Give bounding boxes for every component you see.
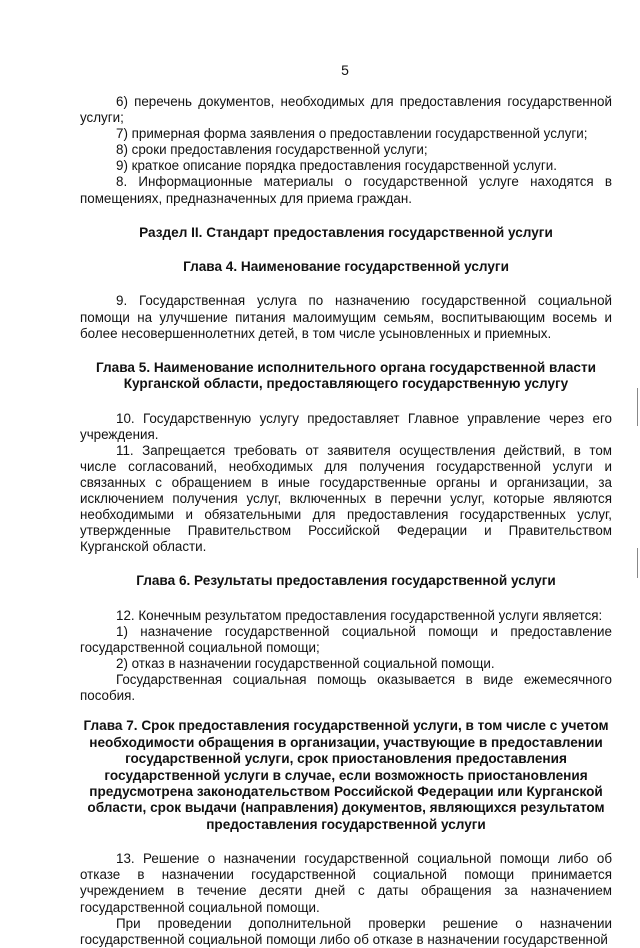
paragraph-8: 8. Информационные материалы о государственной услуге находятся в помещениях, предназначенных для приема граждан. bbox=[80, 174, 612, 206]
paragraph-10: 10. Государственную услугу предоставляет Главное управление через его учреждения. bbox=[80, 410, 612, 442]
paragraph-13: 13. Решение о назначении государственной социальной помощи либо об отказе в назначении государственной социальной помощи принимается учреждением в течение десяти дней с даты обращения за назначением государственной социальной помощи. bbox=[80, 851, 612, 915]
paragraph-12-note: Государственная социальная помощь оказывается в виде ежемесячного пособия. bbox=[80, 672, 612, 704]
paragraph-11: 11. Запрещается требовать от заявителя осуществления действий, в том числе согласований, необходимых для получения государственной услуги и связанных с обращением в иные государственные органы и организации, за исключением получения услуг, включенных в перечни услуг, которые являются необходимыми и обязательными для предоставления государственных услуг, утвержденные Правительством Российской Федерации и Правительством Курганской области. bbox=[80, 442, 612, 555]
list-item-6: 6) перечень документов, необходимых для предоставления государственной услуги; bbox=[80, 94, 612, 126]
scan-edge-mark bbox=[637, 548, 638, 578]
paragraph-13-continued: При проведении дополнительной проверки решение о назначении государственной социальной помощи либо об отказе в назначении государственной bbox=[80, 915, 612, 947]
page-number: 5 bbox=[341, 62, 349, 78]
paragraph-12-item-1: 1) назначение государственной социальной помощи и предоставление государственной социальной помощи; bbox=[80, 623, 612, 655]
paragraph-12-item-2: 2) отказ в назначении государственной социальной помощи. bbox=[116, 656, 495, 672]
list-item-8: 8) сроки предоставления государственной услуги; bbox=[116, 142, 428, 158]
paragraph-9: 9. Государственная услуга по назначению государственной социальной помощи на улучшение питания малоимущим семьям, воспитывающим восемь и более несовершеннолетних детей, в том числе усыновленных и приемных. bbox=[80, 293, 612, 341]
chapter-6-heading: Глава 6. Результаты предоставления государственной услуги bbox=[136, 573, 556, 589]
chapter-5-heading: Глава 5. Наименование исполнительного органа государственной власти Курганской области, предоставляющего государственную услугу bbox=[96, 359, 596, 392]
scan-edge-mark bbox=[637, 388, 638, 426]
paragraph-12: 12. Конечным результатом предоставления государственной услуги является: bbox=[116, 607, 603, 623]
document-body bbox=[80, 94, 612, 948]
chapter-7-heading: Глава 7. Срок предоставления государственной услуги, в том числе с учетом необходимости обращения в организации, участвующие в предоставлении государственной услуги, срок приостановления предоставления государственной услуги в случае, если возможность приостановления предусмотрена законодательством Российской Федерации или Курганской области, срок выдачи (направления) документов, являющихся результатом предоставления государственной услуги bbox=[83, 718, 609, 832]
list-item-9: 9) краткое описание порядка предоставления государственной услуги. bbox=[116, 158, 557, 174]
chapter-4-heading: Глава 4. Наименование государственной услуги bbox=[183, 259, 509, 275]
section-2-heading: Раздел II. Стандарт предоставления государственной услуги bbox=[139, 224, 553, 240]
list-item-7: 7) примерная форма заявления о предоставлении государственной услуги; bbox=[116, 126, 588, 142]
